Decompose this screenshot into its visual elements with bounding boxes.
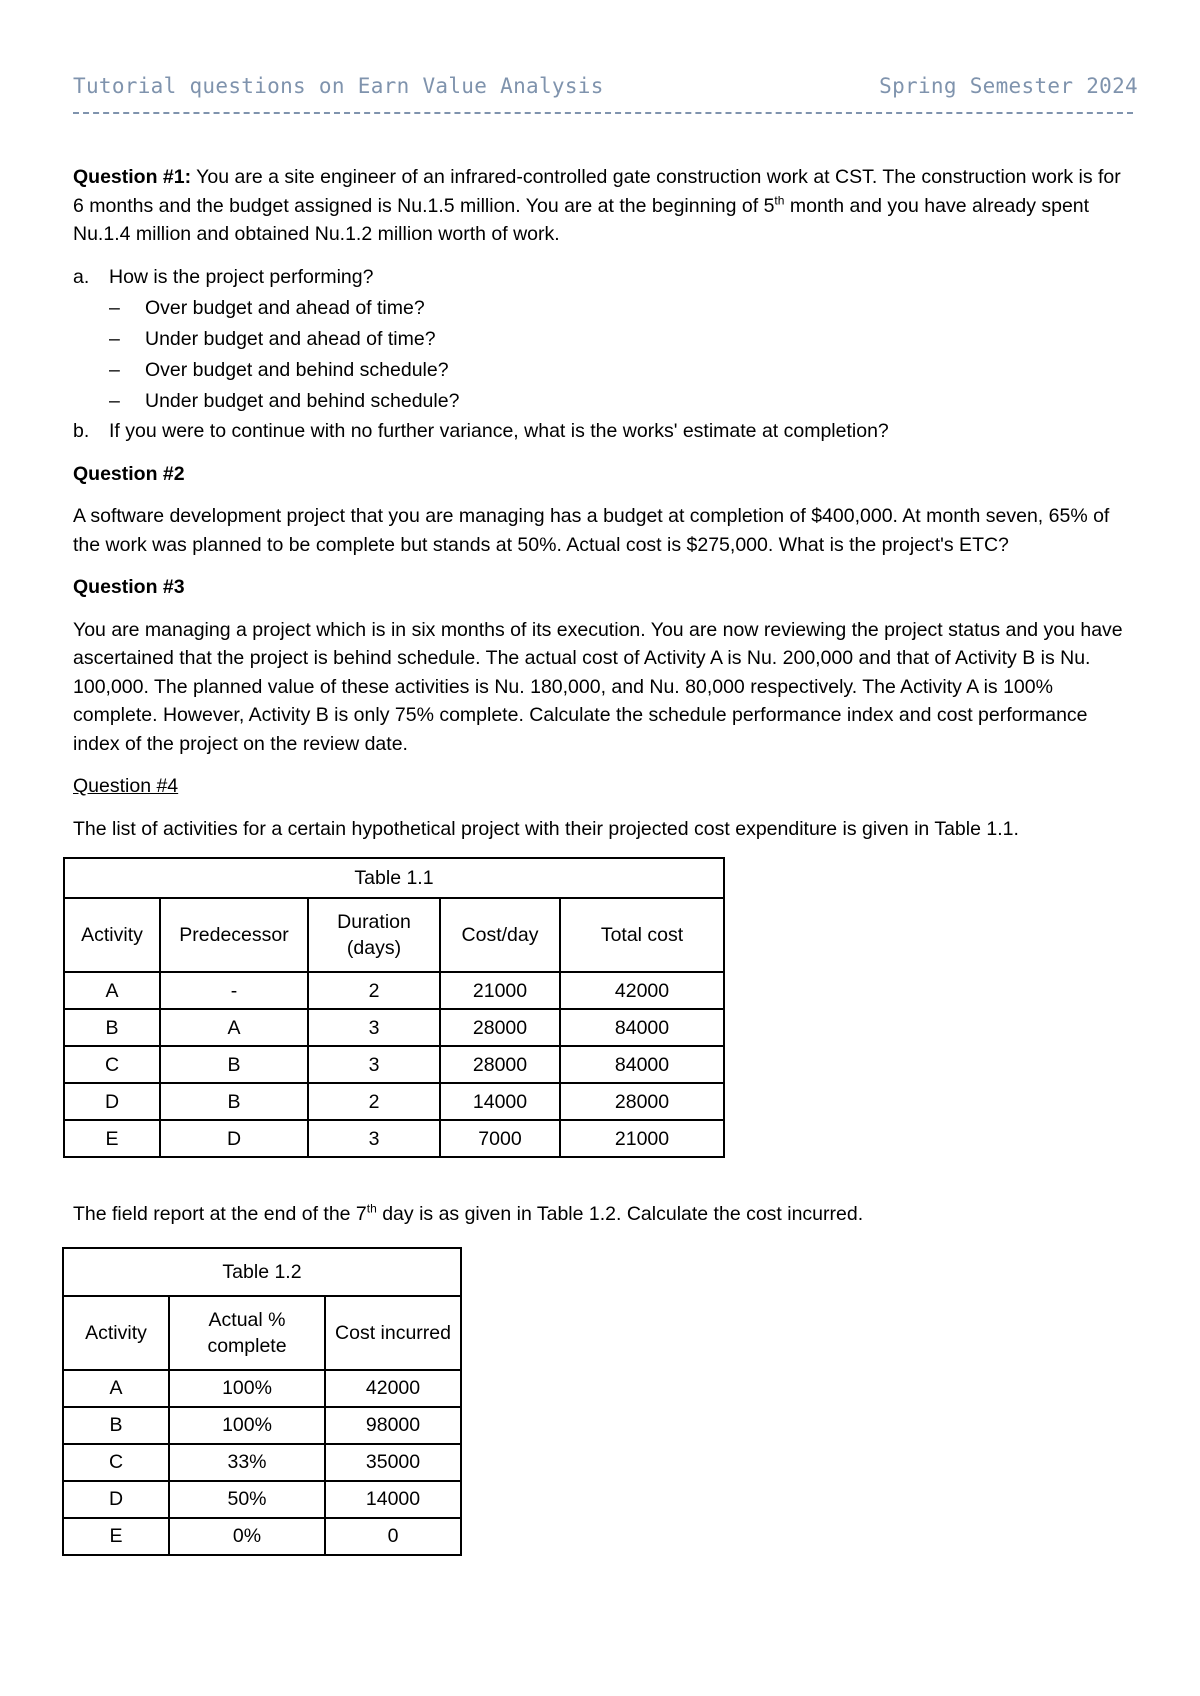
column-header: Cost incurred bbox=[325, 1296, 461, 1370]
table-cell: B bbox=[160, 1083, 308, 1120]
table-cell: 21000 bbox=[560, 1120, 724, 1157]
option-item bbox=[109, 355, 1133, 386]
table-cell: 35000 bbox=[325, 1444, 461, 1481]
table-row bbox=[64, 1083, 724, 1120]
table-row bbox=[64, 1120, 724, 1157]
table-cell: 2 bbox=[308, 972, 440, 1009]
question-3-label: Question #3 bbox=[73, 576, 185, 598]
question-2-label: Question #2 bbox=[73, 462, 185, 485]
part-a-text: How is the project performing? bbox=[109, 265, 374, 288]
question-1-sup: th bbox=[774, 193, 785, 207]
table-1-1 bbox=[63, 857, 725, 1158]
dash-marker: – bbox=[109, 390, 120, 412]
table-cell: C bbox=[64, 1046, 160, 1083]
table-cell: 7000 bbox=[440, 1120, 560, 1157]
field-report-sup: th bbox=[366, 1201, 377, 1216]
field-report-text-b: day is as given in Table 1.2. Calculate the cost incurred. bbox=[376, 1203, 864, 1225]
option-text: Under budget and behind schedule? bbox=[145, 390, 460, 412]
dash-marker: – bbox=[109, 359, 120, 381]
table-header-row bbox=[64, 898, 724, 972]
question-4-label: Question #4 bbox=[73, 775, 179, 797]
part-a-marker: a. bbox=[73, 265, 90, 288]
table-cell: D bbox=[64, 1083, 160, 1120]
option-text: Over budget and behind schedule? bbox=[145, 359, 449, 381]
table-cell: 14000 bbox=[325, 1481, 461, 1518]
column-header: Activity bbox=[63, 1296, 169, 1370]
question-1 bbox=[73, 163, 1133, 249]
question-1-part-b bbox=[73, 417, 1133, 446]
table-cell: 50% bbox=[169, 1481, 325, 1518]
table-cell: B bbox=[64, 1009, 160, 1046]
column-header: Cost/day bbox=[440, 898, 560, 972]
table-cell: 33% bbox=[169, 1444, 325, 1481]
table-row bbox=[63, 1518, 461, 1555]
question-1-part-a bbox=[73, 263, 1133, 418]
table-cell: A bbox=[63, 1370, 169, 1407]
table-cell: A bbox=[64, 972, 160, 1009]
table-row bbox=[63, 1370, 461, 1407]
question-4-intro: The list of activities for a certain hypothetical project with their projected cost expenditure is given in Table 1.1. bbox=[73, 817, 1019, 840]
table-cell: 42000 bbox=[560, 972, 724, 1009]
table-cell: 100% bbox=[169, 1407, 325, 1444]
column-header: Activity bbox=[64, 898, 160, 972]
table-cell: 21000 bbox=[440, 972, 560, 1009]
semester-label: Spring Semester 2024 bbox=[879, 74, 1138, 98]
table-cell: D bbox=[160, 1120, 308, 1157]
field-report-text bbox=[73, 1200, 1133, 1229]
table-caption: Table 1.1 bbox=[64, 858, 724, 898]
table-cell: 100% bbox=[169, 1370, 325, 1407]
dash-marker: – bbox=[109, 297, 120, 319]
document-title: Tutorial questions on Earn Value Analysis bbox=[73, 74, 604, 98]
option-item bbox=[109, 293, 1133, 324]
table-row bbox=[64, 1009, 724, 1046]
table-cell: 3 bbox=[308, 1009, 440, 1046]
table-cell: B bbox=[63, 1407, 169, 1444]
table-caption: Table 1.2 bbox=[63, 1248, 461, 1296]
table-cell: 0 bbox=[325, 1518, 461, 1555]
table-header-row bbox=[63, 1296, 461, 1370]
dash-marker: – bbox=[109, 328, 120, 350]
option-text: Over budget and ahead of time? bbox=[145, 297, 425, 319]
table-cell: 28000 bbox=[440, 1009, 560, 1046]
table-cell: 14000 bbox=[440, 1083, 560, 1120]
table-cell: 42000 bbox=[325, 1370, 461, 1407]
column-header: Predecessor bbox=[160, 898, 308, 972]
option-text: Under budget and ahead of time? bbox=[145, 328, 436, 350]
option-item bbox=[109, 386, 1133, 417]
column-header: Duration (days) bbox=[308, 898, 440, 972]
table-row bbox=[64, 1046, 724, 1083]
table-cell: 84000 bbox=[560, 1009, 724, 1046]
table-row bbox=[63, 1444, 461, 1481]
table-cell: 3 bbox=[308, 1046, 440, 1083]
table-cell: 0% bbox=[169, 1518, 325, 1555]
table-cell: A bbox=[160, 1009, 308, 1046]
table-cell: D bbox=[63, 1481, 169, 1518]
part-b-text: If you were to continue with no further variance, what is the works' estimate at completion? bbox=[109, 420, 889, 442]
table-cell: - bbox=[160, 972, 308, 1009]
table-cell: 28000 bbox=[560, 1083, 724, 1120]
table-1-2 bbox=[62, 1247, 462, 1556]
table-cell: 84000 bbox=[560, 1046, 724, 1083]
document-body bbox=[73, 163, 1133, 1556]
table-cell: 3 bbox=[308, 1120, 440, 1157]
table-cell: B bbox=[160, 1046, 308, 1083]
field-report-text-a: The field report at the end of the 7 bbox=[73, 1203, 367, 1225]
question-3-text: You are managing a project which is in six months of its execution. You are now reviewing the project status and you have ascertained that the project is behind schedule. The actual cost of Activity A is Nu. 200,000 and that of Activity B is Nu. 100,000. The planned value of these activities is Nu. 180,000, and Nu. 80,000 respectively. The Activity A is 100% complete. However, Activity B is only 75% complete. Calculate the schedule performance index and cost performance index of the project on the review date. bbox=[73, 618, 1123, 755]
question-1-label: Question #1: bbox=[73, 166, 192, 188]
part-a-options bbox=[109, 293, 1133, 417]
column-header: Total cost bbox=[560, 898, 724, 972]
question-1-text-a: You are a site engineer of an infrared-controlled gate construction work at CST. The construction work is for 6 months and the budget assigned is Nu.1.5 million. You are at the beginning of 5 bbox=[73, 166, 1121, 217]
table-cell: 28000 bbox=[440, 1046, 560, 1083]
table-cell: E bbox=[64, 1120, 160, 1157]
header-divider bbox=[73, 112, 1133, 114]
column-header: Actual % complete bbox=[169, 1296, 325, 1370]
question-1-text-b: month and you have already spent Nu.1.4 million and obtained Nu.1.2 million worth of work. bbox=[73, 194, 1090, 245]
table-row bbox=[64, 972, 724, 1009]
table-cell: E bbox=[63, 1518, 169, 1555]
table-row bbox=[63, 1481, 461, 1518]
question-2-text: A software development project that you are managing has a budget at completion of $400,000. At month seven, 65% of the work was planned to be complete but stands at 50%. Actual cost is $275,000. What is the project's ETC? bbox=[73, 505, 1110, 556]
option-item bbox=[109, 324, 1133, 355]
table-cell: C bbox=[63, 1444, 169, 1481]
table-row bbox=[63, 1407, 461, 1444]
part-b-marker: b. bbox=[73, 420, 90, 442]
table-cell: 98000 bbox=[325, 1407, 461, 1444]
table-cell: 2 bbox=[308, 1083, 440, 1120]
question-1-parts bbox=[73, 263, 1133, 446]
